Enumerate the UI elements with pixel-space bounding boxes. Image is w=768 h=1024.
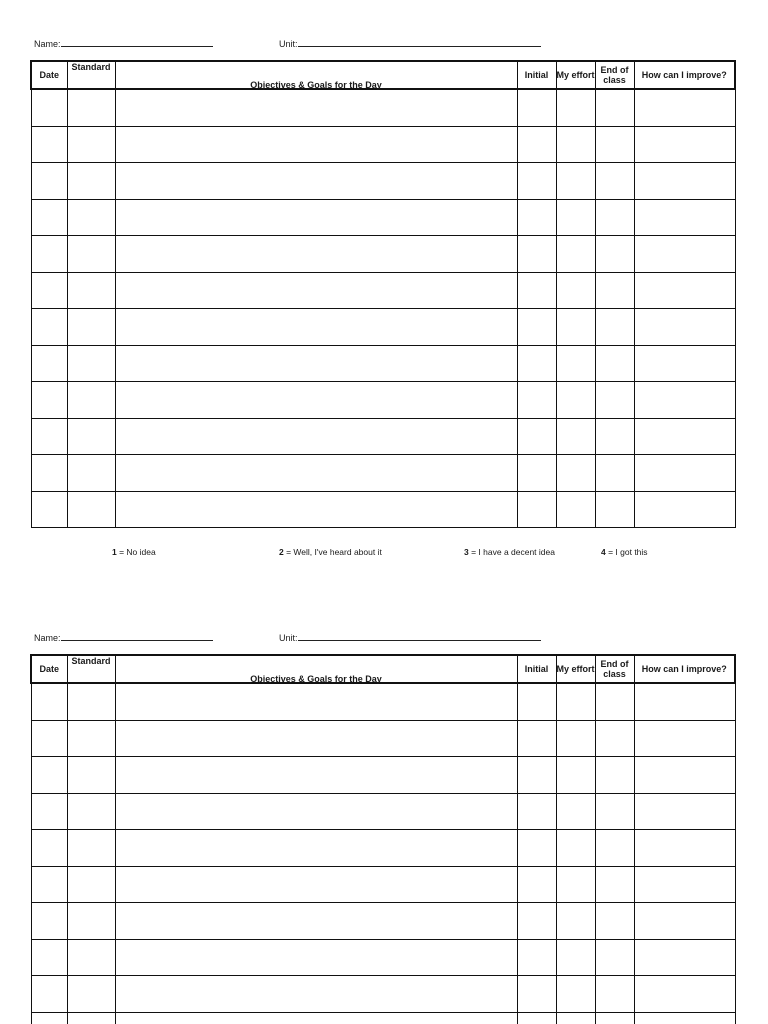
objectives-table — [30, 654, 736, 1024]
objectives-cell[interactable] — [115, 903, 517, 940]
table-row — [31, 757, 735, 794]
end-of-class-cell[interactable] — [595, 830, 634, 867]
end-of-class-cell[interactable] — [595, 272, 634, 309]
col-header-end-of-class: End of class — [595, 61, 634, 89]
initial-cell[interactable] — [517, 126, 556, 163]
name-blank-line[interactable] — [61, 631, 213, 641]
objectives-cell[interactable] — [115, 939, 517, 976]
improve-cell[interactable] — [634, 830, 735, 867]
scale-num: 1 — [112, 547, 117, 557]
my-effort-cell[interactable] — [556, 163, 595, 200]
table-header-row — [31, 655, 735, 683]
standard-cell[interactable] — [67, 491, 115, 528]
improve-cell[interactable] — [634, 939, 735, 976]
end-of-class-cell[interactable] — [595, 683, 634, 720]
date-cell[interactable] — [31, 309, 67, 346]
table-row — [31, 418, 735, 455]
date-cell[interactable] — [31, 491, 67, 528]
initial-cell[interactable] — [517, 683, 556, 720]
standard-cell[interactable] — [67, 163, 115, 200]
standard-cell[interactable] — [67, 793, 115, 830]
date-cell[interactable] — [31, 903, 67, 940]
date-cell[interactable] — [31, 382, 67, 419]
end-of-class-cell[interactable] — [595, 903, 634, 940]
my-effort-cell[interactable] — [556, 793, 595, 830]
table-row — [31, 455, 735, 492]
my-effort-cell[interactable] — [556, 455, 595, 492]
my-effort-cell[interactable] — [556, 903, 595, 940]
col-header-date: Date — [31, 61, 67, 89]
scale-text: = Well, I've heard about it — [283, 547, 382, 557]
initial-cell[interactable] — [517, 1012, 556, 1024]
date-cell[interactable] — [31, 1012, 67, 1024]
my-effort-cell[interactable] — [556, 272, 595, 309]
col-header-standard: Standard — [67, 655, 115, 683]
initial-cell[interactable] — [517, 830, 556, 867]
initial-cell[interactable] — [517, 976, 556, 1013]
my-effort-cell[interactable] — [556, 418, 595, 455]
table-row — [31, 793, 735, 830]
unit-label: Unit: — [279, 633, 298, 643]
date-cell[interactable] — [31, 976, 67, 1013]
objectives-cell[interactable] — [115, 418, 517, 455]
col-header-improve: How can I improve? — [634, 61, 735, 89]
date-cell[interactable] — [31, 199, 67, 236]
end-of-class-cell[interactable] — [595, 793, 634, 830]
initial-cell[interactable] — [517, 903, 556, 940]
table-row — [31, 345, 735, 382]
date-cell[interactable] — [31, 830, 67, 867]
my-effort-cell[interactable] — [556, 126, 595, 163]
my-effort-cell[interactable] — [556, 939, 595, 976]
end-of-class-cell[interactable] — [595, 418, 634, 455]
table-row — [31, 683, 735, 720]
objectives-cell[interactable] — [115, 793, 517, 830]
initial-cell[interactable] — [517, 720, 556, 757]
initial-cell[interactable] — [517, 272, 556, 309]
initial-cell[interactable] — [517, 236, 556, 273]
col-header-improve: How can I improve? — [634, 655, 735, 683]
standard-cell[interactable] — [67, 199, 115, 236]
date-cell[interactable] — [31, 126, 67, 163]
table-row — [31, 236, 735, 273]
standard-cell[interactable] — [67, 89, 115, 126]
table-body — [31, 89, 735, 528]
col-header-my-effort: My effort — [556, 655, 595, 683]
table-row — [31, 976, 735, 1013]
improve-cell[interactable] — [634, 89, 735, 126]
table-row — [31, 126, 735, 163]
standard-cell[interactable] — [67, 309, 115, 346]
standard-cell[interactable] — [67, 866, 115, 903]
standard-cell[interactable] — [67, 126, 115, 163]
scale-num: 2 — [279, 547, 284, 557]
end-of-class-cell[interactable] — [595, 382, 634, 419]
standard-cell[interactable] — [67, 830, 115, 867]
my-effort-cell[interactable] — [556, 866, 595, 903]
end-of-class-cell[interactable] — [595, 89, 634, 126]
objectives-cell[interactable] — [115, 830, 517, 867]
initial-cell[interactable] — [517, 382, 556, 419]
date-cell[interactable] — [31, 683, 67, 720]
scale-text: = No idea — [116, 547, 156, 557]
col-header-objectives-label: Objectives & Goals for the Day — [250, 80, 382, 90]
table-row — [31, 272, 735, 309]
col-header-initial: Initial — [517, 655, 556, 683]
col-header-objectives-label: Objectives & Goals for the Day — [250, 674, 382, 684]
unit-label: Unit: — [279, 39, 298, 49]
improve-cell[interactable] — [634, 272, 735, 309]
improve-cell[interactable] — [634, 1012, 735, 1024]
improve-cell[interactable] — [634, 309, 735, 346]
unit-field[interactable] — [279, 37, 541, 49]
improve-cell[interactable] — [634, 199, 735, 236]
improve-cell[interactable] — [634, 976, 735, 1013]
end-of-class-cell[interactable] — [595, 126, 634, 163]
objectives-table — [30, 60, 736, 528]
scale-text: = I have a decent idea — [468, 547, 555, 557]
name-field[interactable] — [34, 631, 213, 643]
scale-item-2 — [279, 547, 382, 557]
col-header-initial: Initial — [517, 61, 556, 89]
table-row — [31, 491, 735, 528]
table-row — [31, 903, 735, 940]
date-cell[interactable] — [31, 939, 67, 976]
improve-cell[interactable] — [634, 382, 735, 419]
improve-cell[interactable] — [634, 683, 735, 720]
name-label: Name: — [34, 633, 61, 643]
table-row — [31, 382, 735, 419]
table-header-row — [31, 61, 735, 89]
name-label: Name: — [34, 39, 61, 49]
end-of-class-cell[interactable] — [595, 455, 634, 492]
scale-text: = I got this — [605, 547, 648, 557]
end-of-class-cell[interactable] — [595, 309, 634, 346]
table-row — [31, 866, 735, 903]
col-header-standard: Standard — [67, 61, 115, 89]
objectives-cell[interactable] — [115, 866, 517, 903]
standard-cell[interactable] — [67, 345, 115, 382]
improve-cell[interactable] — [634, 720, 735, 757]
standard-cell[interactable] — [67, 683, 115, 720]
objectives-cell[interactable] — [115, 720, 517, 757]
col-header-date: Date — [31, 655, 67, 683]
my-effort-cell[interactable] — [556, 89, 595, 126]
objectives-cell[interactable] — [115, 757, 517, 794]
my-effort-cell[interactable] — [556, 757, 595, 794]
date-cell[interactable] — [31, 163, 67, 200]
initial-cell[interactable] — [517, 939, 556, 976]
objectives-cell[interactable] — [115, 126, 517, 163]
objectives-cell[interactable] — [115, 309, 517, 346]
col-header-my-effort: My effort — [556, 61, 595, 89]
initial-cell[interactable] — [517, 309, 556, 346]
end-of-class-cell[interactable] — [595, 163, 634, 200]
initial-cell[interactable] — [517, 199, 556, 236]
initial-cell[interactable] — [517, 345, 556, 382]
scale-num: 4 — [601, 547, 606, 557]
improve-cell[interactable] — [634, 236, 735, 273]
initial-cell[interactable] — [517, 89, 556, 126]
initial-cell[interactable] — [517, 491, 556, 528]
date-cell[interactable] — [31, 345, 67, 382]
standard-cell[interactable] — [67, 976, 115, 1013]
improve-cell[interactable] — [634, 793, 735, 830]
my-effort-cell[interactable] — [556, 1012, 595, 1024]
date-cell[interactable] — [31, 866, 67, 903]
objectives-cell[interactable] — [115, 491, 517, 528]
standard-cell[interactable] — [67, 903, 115, 940]
standard-cell[interactable] — [67, 382, 115, 419]
col-header-end-of-class: End of class — [595, 655, 634, 683]
unit-field[interactable] — [279, 631, 541, 643]
end-of-class-cell[interactable] — [595, 199, 634, 236]
my-effort-cell[interactable] — [556, 830, 595, 867]
date-cell[interactable] — [31, 455, 67, 492]
table-row — [31, 830, 735, 867]
my-effort-cell[interactable] — [556, 491, 595, 528]
objectives-cell[interactable] — [115, 163, 517, 200]
end-of-class-cell[interactable] — [595, 757, 634, 794]
scale-num: 3 — [464, 547, 469, 557]
my-effort-cell[interactable] — [556, 720, 595, 757]
my-effort-cell[interactable] — [556, 309, 595, 346]
name-blank-line[interactable] — [61, 37, 213, 47]
date-cell[interactable] — [31, 418, 67, 455]
date-cell[interactable] — [31, 89, 67, 126]
scale-item-1 — [112, 547, 156, 557]
date-cell[interactable] — [31, 757, 67, 794]
table-row — [31, 89, 735, 126]
end-of-class-cell[interactable] — [595, 491, 634, 528]
table-row — [31, 939, 735, 976]
initial-cell[interactable] — [517, 418, 556, 455]
table-row — [31, 309, 735, 346]
initial-cell[interactable] — [517, 757, 556, 794]
improve-cell[interactable] — [634, 866, 735, 903]
improve-cell[interactable] — [634, 126, 735, 163]
objectives-cell[interactable] — [115, 1012, 517, 1024]
my-effort-cell[interactable] — [556, 976, 595, 1013]
date-cell[interactable] — [31, 720, 67, 757]
standard-cell[interactable] — [67, 236, 115, 273]
scale-item-3 — [464, 547, 555, 557]
standard-cell[interactable] — [67, 418, 115, 455]
initial-cell[interactable] — [517, 163, 556, 200]
table-body — [31, 683, 735, 1024]
my-effort-cell[interactable] — [556, 382, 595, 419]
my-effort-cell[interactable] — [556, 345, 595, 382]
objectives-cell[interactable] — [115, 345, 517, 382]
end-of-class-cell[interactable] — [595, 1012, 634, 1024]
objectives-cell[interactable] — [115, 382, 517, 419]
end-of-class-cell[interactable] — [595, 236, 634, 273]
col-header-objectives — [115, 655, 517, 683]
standard-cell[interactable] — [67, 720, 115, 757]
improve-cell[interactable] — [634, 491, 735, 528]
improve-cell[interactable] — [634, 163, 735, 200]
table-row — [31, 720, 735, 757]
my-effort-cell[interactable] — [556, 199, 595, 236]
objectives-cell[interactable] — [115, 683, 517, 720]
unit-blank-line[interactable] — [298, 631, 541, 641]
objectives-cell[interactable] — [115, 89, 517, 126]
objectives-cell[interactable] — [115, 976, 517, 1013]
initial-cell[interactable] — [517, 455, 556, 492]
standard-cell[interactable] — [67, 455, 115, 492]
improve-cell[interactable] — [634, 345, 735, 382]
initial-cell[interactable] — [517, 793, 556, 830]
standard-cell[interactable] — [67, 939, 115, 976]
unit-blank-line[interactable] — [298, 37, 541, 47]
end-of-class-cell[interactable] — [595, 976, 634, 1013]
table-row — [31, 1012, 735, 1024]
objectives-cell[interactable] — [115, 236, 517, 273]
objectives-cell[interactable] — [115, 455, 517, 492]
standard-cell[interactable] — [67, 1012, 115, 1024]
improve-cell[interactable] — [634, 903, 735, 940]
initial-cell[interactable] — [517, 866, 556, 903]
col-header-objectives — [115, 61, 517, 89]
end-of-class-cell[interactable] — [595, 345, 634, 382]
end-of-class-cell[interactable] — [595, 866, 634, 903]
objectives-cell[interactable] — [115, 272, 517, 309]
standard-cell[interactable] — [67, 272, 115, 309]
end-of-class-cell[interactable] — [595, 720, 634, 757]
table-row — [31, 163, 735, 200]
my-effort-cell[interactable] — [556, 683, 595, 720]
table-row — [31, 199, 735, 236]
scale-item-4 — [601, 547, 648, 557]
standard-cell[interactable] — [67, 757, 115, 794]
name-field[interactable] — [34, 37, 213, 49]
date-cell[interactable] — [31, 236, 67, 273]
improve-cell[interactable] — [634, 757, 735, 794]
my-effort-cell[interactable] — [556, 236, 595, 273]
improve-cell[interactable] — [634, 418, 735, 455]
objectives-cell[interactable] — [115, 199, 517, 236]
end-of-class-cell[interactable] — [595, 939, 634, 976]
improve-cell[interactable] — [634, 455, 735, 492]
date-cell[interactable] — [31, 793, 67, 830]
date-cell[interactable] — [31, 272, 67, 309]
